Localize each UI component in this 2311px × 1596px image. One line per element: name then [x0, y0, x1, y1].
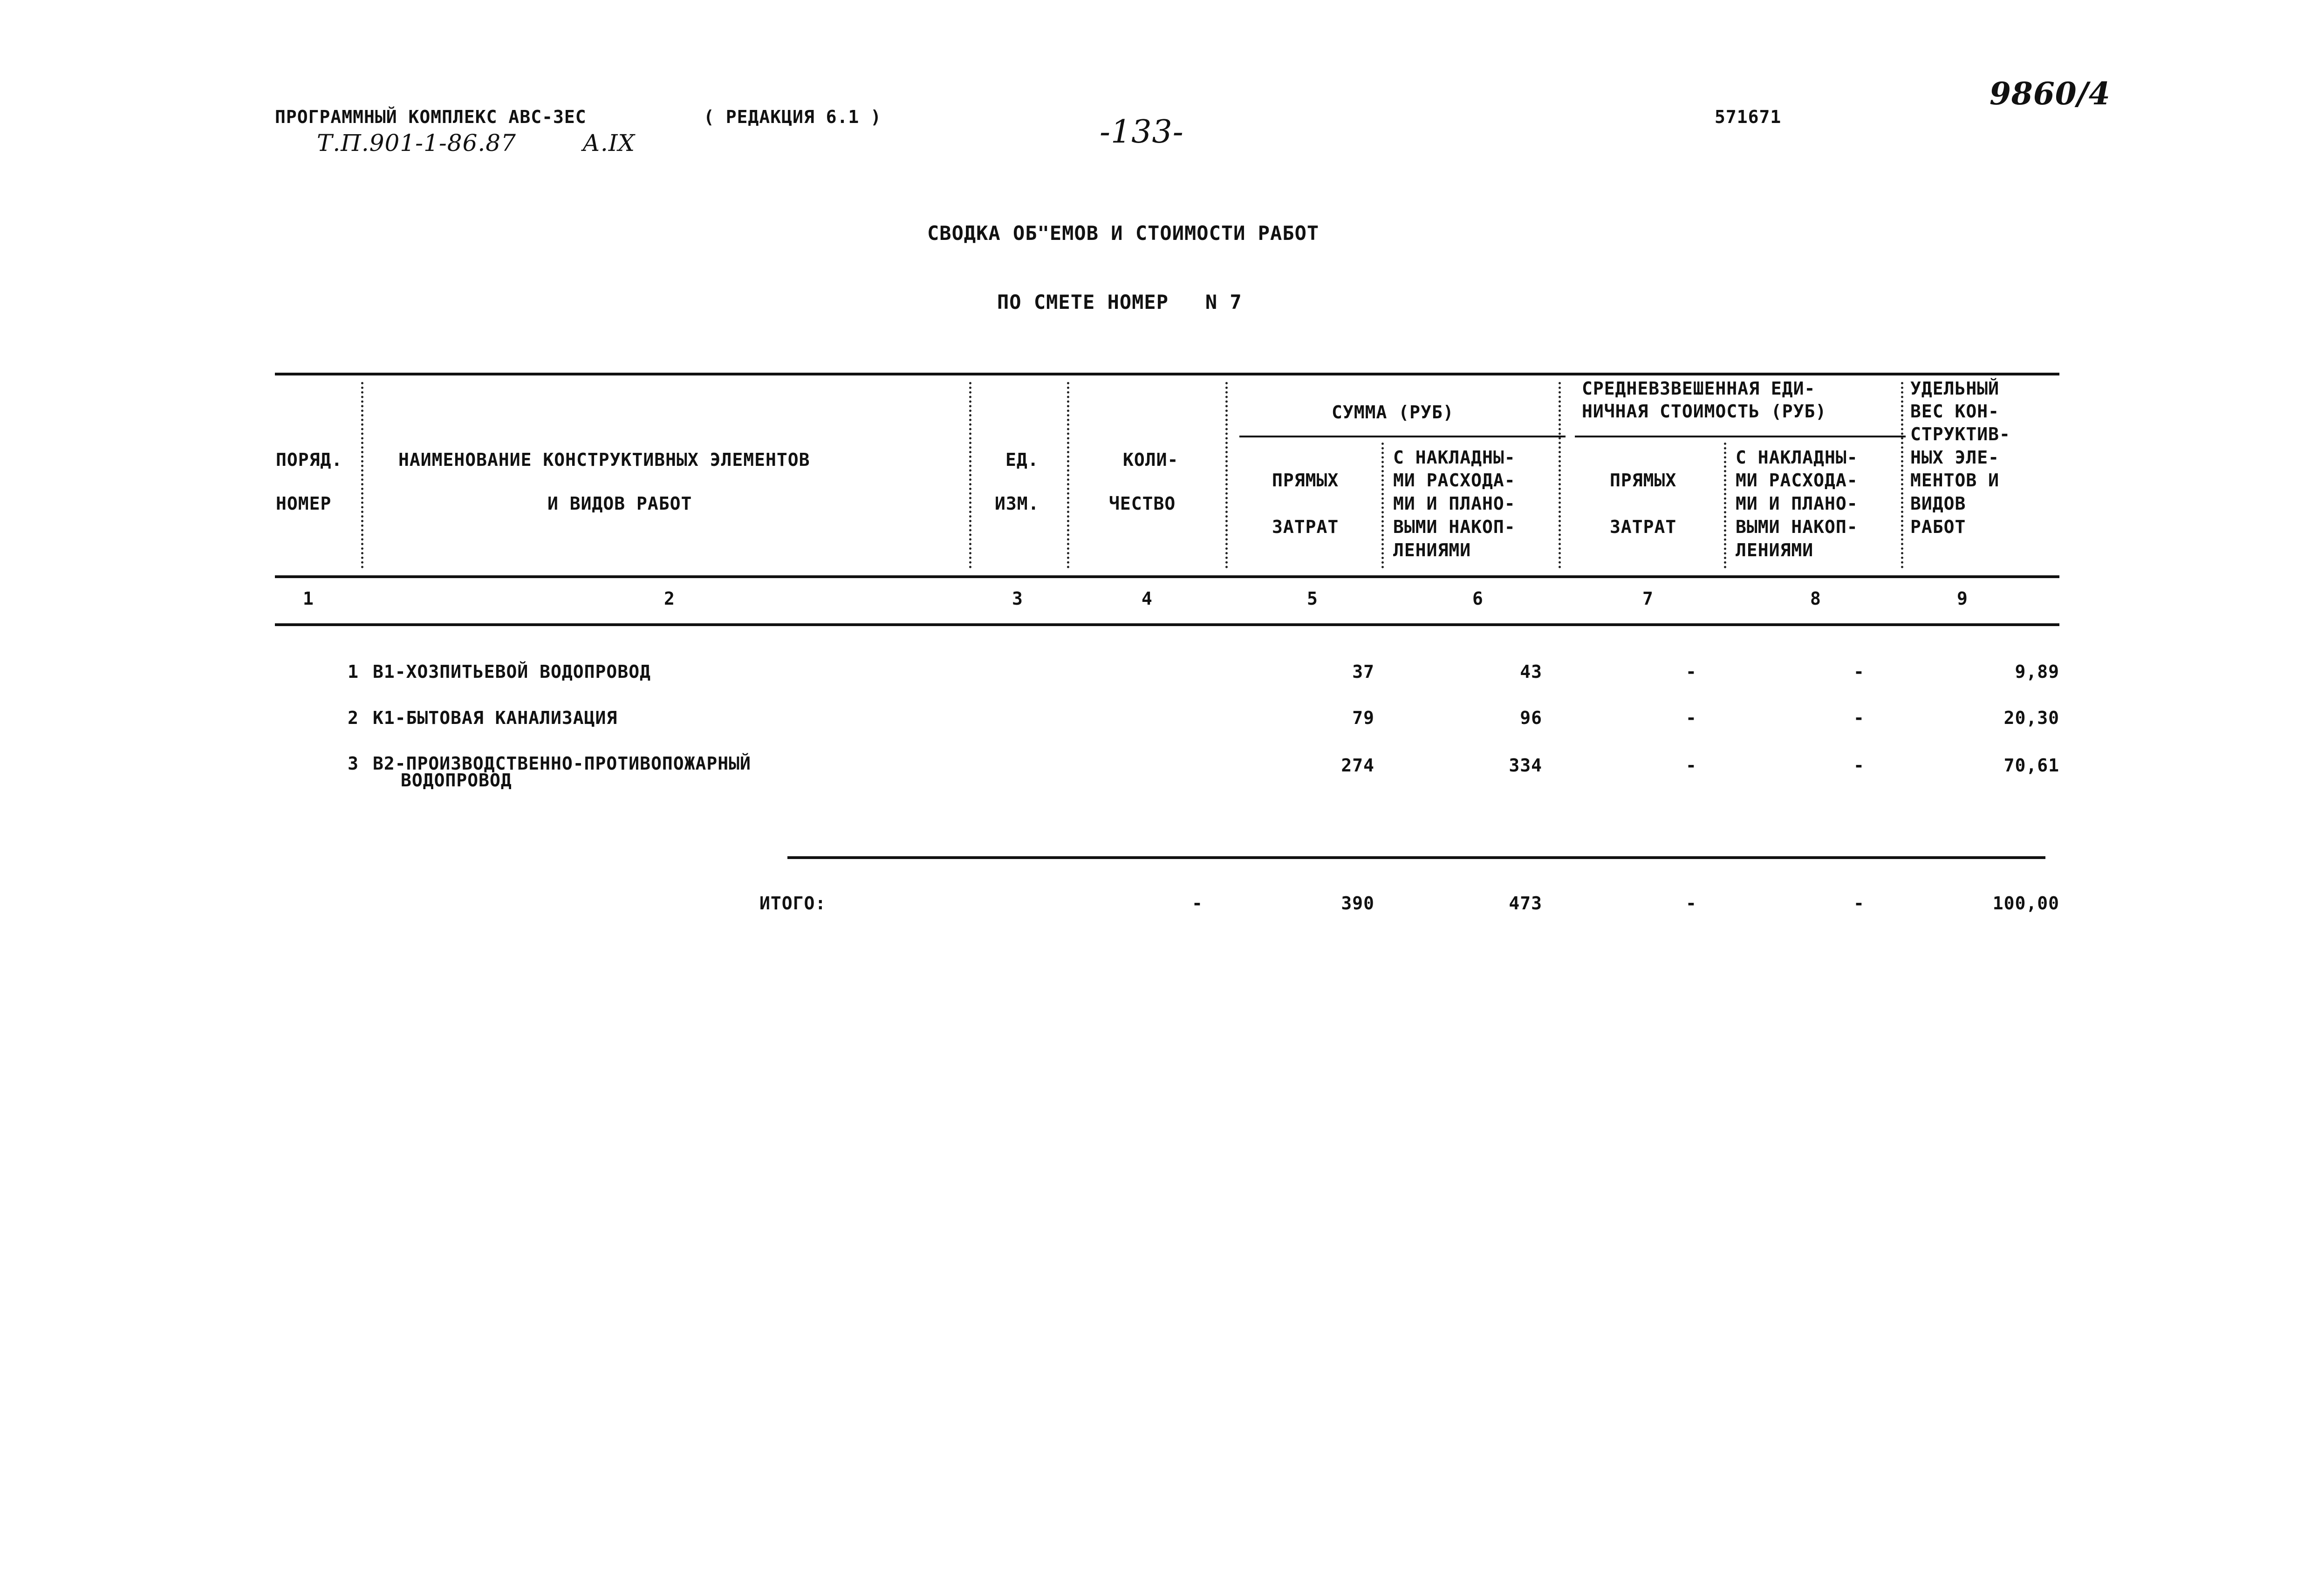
row-number: 3 [348, 753, 359, 774]
header-share-4: НЫХ ЭЛЕ- [1910, 447, 2000, 468]
header-overhead-1: С НАКЛАДНЫ- [1393, 447, 1516, 468]
header-quantity-2: ЧЕСТВО [1109, 493, 1176, 514]
row-number: 1 [348, 662, 359, 682]
total-label: ИТОГО: [759, 893, 827, 914]
col-divider [1225, 382, 1230, 568]
header-overhead-3: МИ И ПЛАНО- [1393, 493, 1516, 514]
row-overhead-costs: 96 [1520, 708, 1542, 728]
row-direct-costs: 274 [1341, 755, 1374, 776]
page-number: -133- [1100, 114, 1184, 150]
col-divider [1067, 382, 1072, 568]
row-share: 70,61 [2003, 755, 2059, 776]
header-sum-group: СУММА (РУБ) [1332, 402, 1454, 423]
program-name: ПРОГРАММНЫЙ КОМПЛЕКС АВС-ЗЕС [275, 107, 587, 127]
total-quantity: - [1192, 893, 1203, 914]
col-number: 1 [303, 588, 314, 609]
table-top-rule [275, 373, 2059, 375]
header-order-number-1: ПОРЯД. [276, 450, 343, 470]
header-unit-2: ИЗМ. [995, 493, 1039, 514]
header-direct-costs-1: ПРЯМЫХ [1272, 470, 1339, 491]
header-direct-costs-2: ЗАТРАТ [1272, 517, 1339, 537]
row-share: 9,89 [2015, 662, 2059, 682]
col-divider [1559, 382, 1563, 568]
total-avg-overhead: - [1853, 893, 1865, 914]
header-avg-overhead-5: ЛЕНИЯМИ [1736, 540, 1814, 560]
total-avg-direct: - [1686, 893, 1697, 914]
row-avg-overhead: - [1853, 662, 1865, 682]
header-unit-1: ЕД. [1005, 450, 1039, 470]
col-number: 5 [1307, 588, 1318, 609]
header-overhead-4: ВЫМИ НАКОП- [1393, 517, 1516, 537]
col-number: 6 [1472, 588, 1484, 609]
col-divider [969, 382, 974, 568]
header-avg-group-1: СРЕДНЕВЗВЕШЕННАЯ ЕДИ- [1582, 378, 1816, 399]
row-number: 2 [348, 708, 359, 728]
row-avg-direct: - [1686, 662, 1697, 682]
header-overhead-2: МИ РАСХОДА- [1393, 470, 1516, 491]
row-direct-costs: 37 [1352, 662, 1374, 682]
row-name: В2-ПРОИЗВОДСТВЕННО-ПРОТИВОПОЖАРНЫЙ [373, 753, 751, 774]
report-title: СВОДКА ОБ"ЕМОВ И СТОИМОСТИ РАБОТ [927, 222, 1320, 245]
header-avg-group-2: НИЧНАЯ СТОИМОСТЬ (РУБ) [1582, 401, 1827, 422]
project-code: Т.П.901-1-86.87 [317, 130, 516, 157]
col-divider [1901, 382, 1906, 568]
row-avg-direct: - [1686, 708, 1697, 728]
col-number: 4 [1142, 588, 1153, 609]
row-name-continued: ВОДОПРОВОД [401, 770, 512, 791]
row-name: В1-ХОЗПИТЬЕВОЙ ВОДОПРОВОД [373, 662, 651, 682]
header-share-1: УДЕЛЬНЫЙ [1910, 378, 2000, 399]
col-number: 8 [1810, 588, 1821, 609]
col-divider [1724, 443, 1729, 568]
header-quantity-1: КОЛИ- [1123, 450, 1179, 470]
col-number: 7 [1642, 588, 1654, 609]
archive-number: 9860/4 [1990, 75, 2111, 112]
header-share-5: МЕНТОВ И [1910, 470, 2000, 491]
edition-label: ( РЕДАКЦИЯ 6.1 ) [704, 107, 882, 127]
header-order-number-2: НОМЕР [276, 493, 332, 514]
header-element-name-1: НАИМЕНОВАНИЕ КОНСТРУКТИВНЫХ ЭЛЕМЕНТОВ [398, 450, 810, 470]
header-avg-direct-2: ЗАТРАТ [1610, 517, 1677, 537]
col-number: 9 [1957, 588, 1968, 609]
col-number: 3 [1012, 588, 1023, 609]
header-bottom-rule [275, 575, 2059, 578]
col-divider [361, 382, 366, 568]
header-avg-direct-1: ПРЯМЫХ [1610, 470, 1677, 491]
header-avg-overhead-3: МИ И ПЛАНО- [1736, 493, 1858, 514]
header-overhead-5: ЛЕНИЯМИ [1393, 540, 1471, 560]
header-share-6: ВИДОВ [1910, 493, 1966, 514]
estimate-title: ПО СМЕТЕ НОМЕР N 7 [997, 291, 1242, 314]
col-number-rule [275, 623, 2059, 626]
header-share-3: СТРУКТИВ- [1910, 424, 2010, 444]
header-avg-overhead-2: МИ РАСХОДА- [1736, 470, 1858, 491]
header-element-name-2: И ВИДОВ РАБОТ [547, 493, 692, 514]
col-divider [1381, 443, 1386, 568]
header-avg-overhead-1: С НАКЛАДНЫ- [1736, 447, 1858, 468]
row-avg-overhead: - [1853, 755, 1865, 776]
group-rule-sum [1239, 436, 1566, 437]
col-number: 2 [664, 588, 675, 609]
document-number: 571671 [1715, 107, 1782, 127]
header-share-2: ВЕС КОН- [1910, 401, 2000, 422]
row-overhead-costs: 334 [1509, 755, 1542, 776]
header-share-7: РАБОТ [1910, 517, 1966, 537]
total-share: 100,00 [1992, 893, 2059, 914]
total-overhead-costs: 473 [1509, 893, 1542, 914]
total-rule [787, 856, 2045, 859]
row-overhead-costs: 43 [1520, 662, 1542, 682]
header-avg-overhead-4: ВЫМИ НАКОП- [1736, 517, 1858, 537]
row-share: 20,30 [2003, 708, 2059, 728]
row-direct-costs: 79 [1352, 708, 1374, 728]
row-avg-direct: - [1686, 755, 1697, 776]
row-avg-overhead: - [1853, 708, 1865, 728]
group-rule-avg [1575, 436, 1906, 437]
total-direct-costs: 390 [1341, 893, 1374, 914]
album-label: А.IX [582, 130, 636, 157]
row-name: К1-БЫТОВАЯ КАНАЛИЗАЦИЯ [373, 708, 618, 728]
